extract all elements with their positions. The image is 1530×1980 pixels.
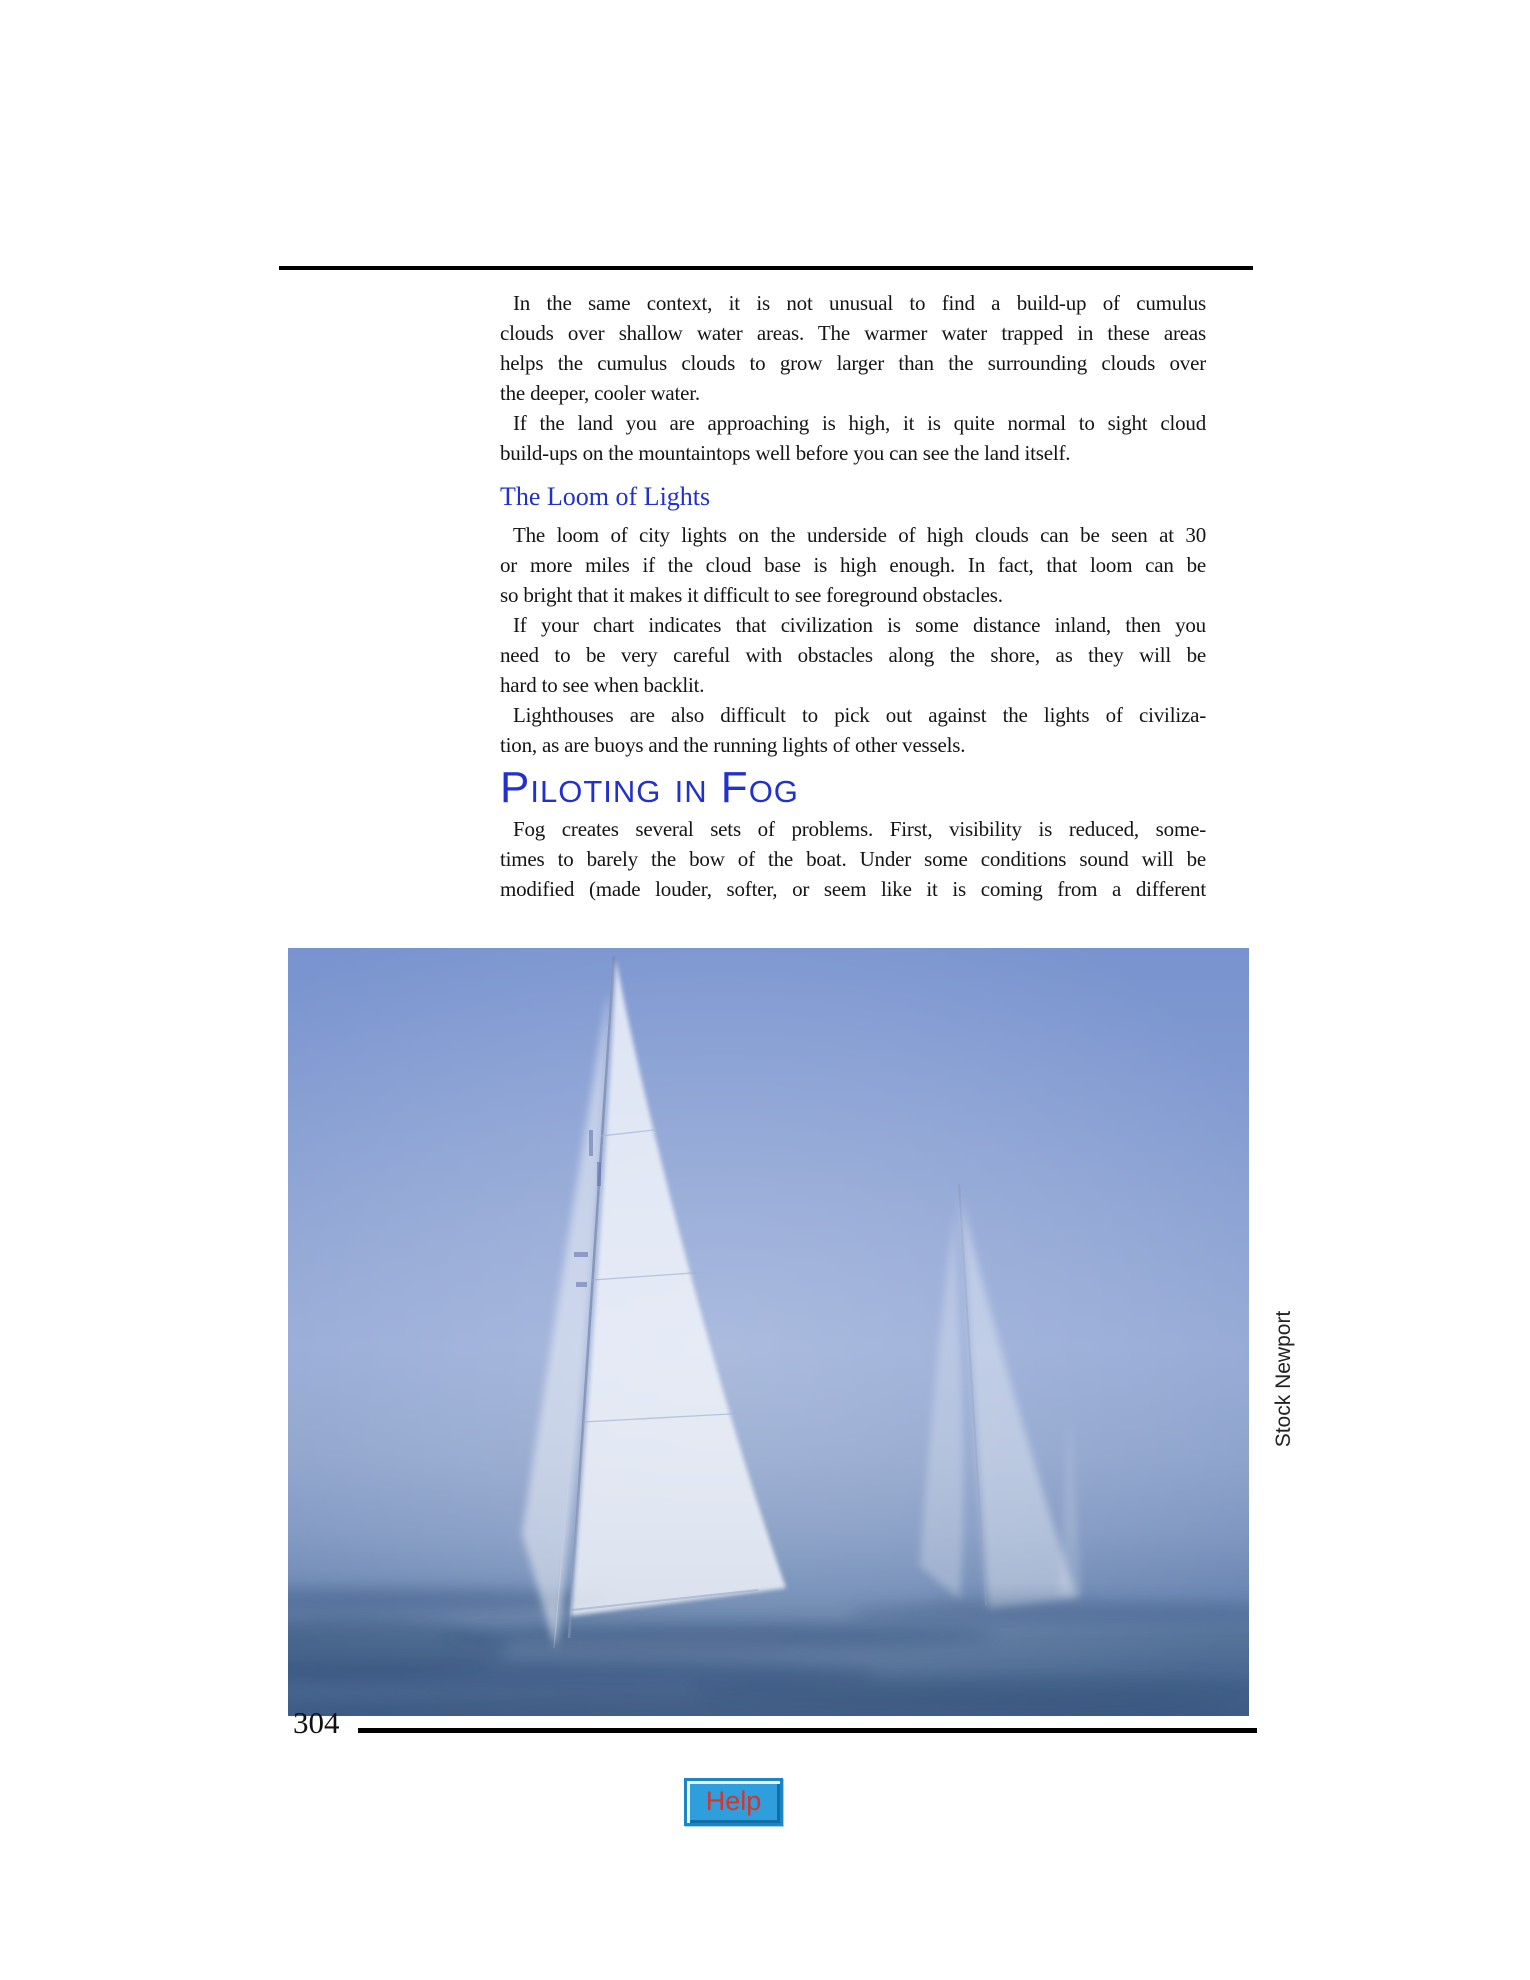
paragraph: [500, 520, 1206, 610]
body-line: Lighthouses are also difficult to pick out against the lights of civiliza-: [513, 703, 1206, 727]
sailboats-in-fog-photo: [288, 948, 1249, 1716]
paragraph: [500, 700, 1206, 760]
bottom-rule: [358, 1728, 1257, 1733]
body-line: clouds over shallow water areas. The warmer water trapped in these areas: [500, 321, 1206, 345]
body-line: The loom of city lights on the underside of high clouds can be seen at 30: [513, 523, 1206, 547]
body-line: helps the cumulus clouds to grow larger than the surrounding clouds over: [500, 351, 1206, 375]
chapter-heading-piloting-in-fog: Piloting in Fog: [500, 763, 799, 812]
paragraph: [500, 408, 1206, 468]
paragraph: [500, 288, 1206, 408]
body-line: If the land you are approaching is high, it is quite normal to sight cloud: [513, 411, 1206, 435]
page-number: 304: [293, 1705, 340, 1740]
body-line: build-ups on the mountaintops well before you can see the land itself.: [500, 441, 1071, 465]
body-line: In the same context, it is not unusual to find a build-up of cumulus: [513, 291, 1206, 315]
text-column: [500, 288, 1206, 904]
body-line: Fog creates several sets of problems. First, visibility is reduced, some-: [513, 817, 1206, 841]
photo-credit: Stock Newport: [1272, 1310, 1295, 1448]
paragraph: [500, 610, 1206, 700]
paragraph: [500, 814, 1206, 904]
help-button[interactable]: Help: [684, 1778, 783, 1826]
body-line: tion, as are buoys and the running lights of other vessels.: [500, 733, 966, 757]
top-rule: [279, 266, 1253, 270]
body-line: hard to see when backlit.: [500, 673, 705, 697]
section-heading-loom-of-lights: The Loom of Lights: [500, 482, 711, 511]
body-line: modified (made louder, softer, or seem like it is coming from a different: [500, 877, 1206, 901]
body-line: the deeper, cooler water.: [500, 381, 700, 405]
body-line: so bright that it makes it difficult to see foreground obstacles.: [500, 583, 1003, 607]
body-line: times to barely the bow of the boat. Under some conditions sound will be: [500, 847, 1206, 871]
body-line: need to be very careful with obstacles along the shore, as they will be: [500, 643, 1206, 667]
body-line: If your chart indicates that civilization is some distance inland, then you: [513, 613, 1206, 637]
body-line: or more miles if the cloud base is high enough. In fact, that loom can be: [500, 553, 1206, 577]
